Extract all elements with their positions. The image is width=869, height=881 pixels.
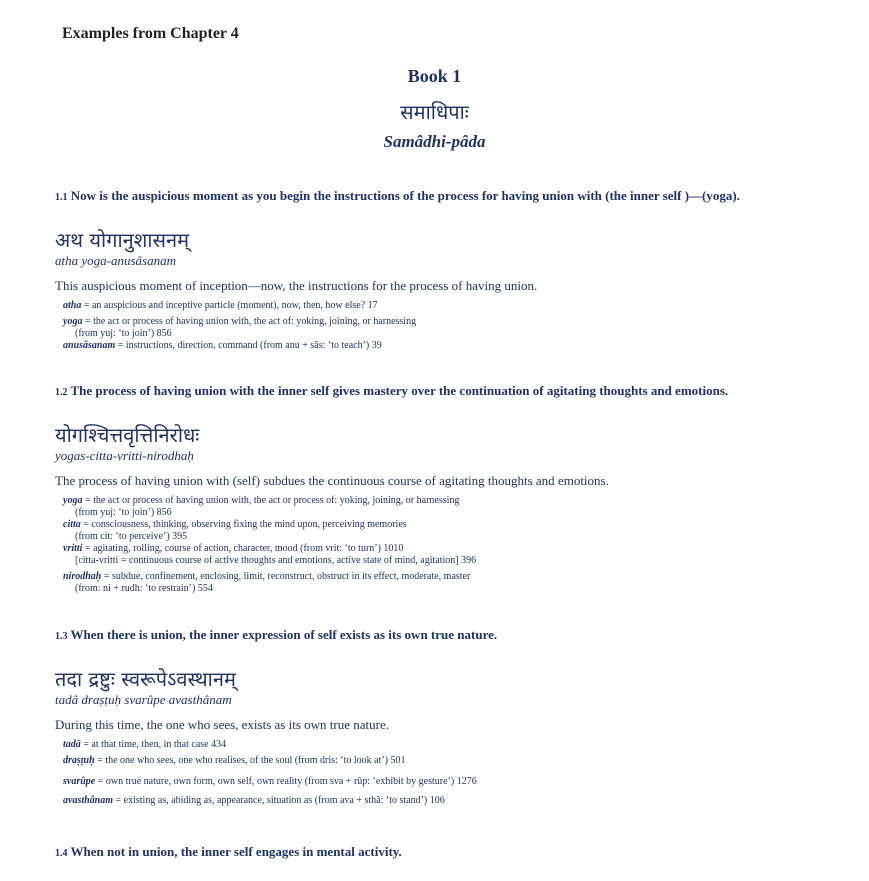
sutra-heading <box>55 188 855 204</box>
glossary-term: atha <box>63 300 82 311</box>
glossary-term: yoga <box>63 316 83 327</box>
glossary-definition: = the act or process of having union with, the act or process of: yoking, joining, or harnessing <box>84 495 460 506</box>
sutra-number: 1.4 <box>55 848 68 859</box>
sutra-transliteration: atha yoga-anusâsanam <box>55 253 176 268</box>
sutra-heading <box>55 627 855 643</box>
sutra-heading-text: Now is the auspicious moment as you begin the instructions of the process for having union with (the inner self )—(yoga). <box>70 188 740 203</box>
glossary-entry <box>63 519 855 543</box>
glossary-term: draṣṭuḥ <box>63 755 95 766</box>
glossary-term: svarûpe <box>63 776 96 787</box>
sutra-number: 1.1 <box>55 192 68 203</box>
glossary-continuation: (from yuj: ‘to join’) 856 <box>75 328 172 339</box>
sutra-heading-text: The process of having union with the inner self gives mastery over the continuation of agitating thoughts and emotions. <box>70 383 729 398</box>
glossary-entry <box>63 543 855 567</box>
glossary-definition: = the act or process of having union with, the act of: yoking, joining, or harnessing <box>84 316 417 327</box>
sutra-number: 1.3 <box>55 631 68 642</box>
sutra-heading <box>55 844 855 860</box>
glossary-definition: = agitating, rolling, course of action, character, mood (from vrit: ‘to turn’) 1010 <box>84 543 404 554</box>
sutra-translation: This auspicious moment of inception—now, the instructions for the process of having union. <box>55 278 538 293</box>
sutra-devanagari: अथ योगानुशासनम् <box>55 228 190 252</box>
glossary-term: nirodhaḥ <box>63 571 102 582</box>
glossary-term: avasthânam <box>63 795 114 806</box>
sutra-heading <box>55 383 855 399</box>
glossary-continuation: (from: ni + rudh: ‘to restrain’) 554 <box>75 583 213 594</box>
glossary-definition: = existing as, abiding as, appearance, situation as (from ava + sthâ: ‘to stand’) 106 <box>115 795 445 806</box>
glossary-term: tadā <box>63 739 81 750</box>
sutra-1-2 <box>55 383 855 595</box>
glossary-continuation: (from cit: ‘to perceive’) 395 <box>75 531 188 542</box>
sutra-translation: The process of having union with (self) subdues the continuous course of agitating thoughts and emotions. <box>55 473 609 488</box>
book-title: Book 1 <box>407 66 462 86</box>
sutra-1-3 <box>55 627 855 807</box>
glossary-entry <box>63 795 855 807</box>
glossary-entry <box>63 739 855 751</box>
sutra-1-4 <box>55 844 855 860</box>
sutra-heading-text: When there is union, the inner expression of self exists as its own true nature. <box>70 627 498 642</box>
glossary-entry <box>63 571 855 595</box>
glossary <box>55 495 855 595</box>
sutra-translation: During this time, the one who sees, exists as its own true nature. <box>55 717 389 732</box>
sutra-transliteration: yogas-citta-vritti-nirodhaḥ <box>55 448 194 463</box>
glossary-continuation: (from yuj: ‘to join’) 856 <box>75 507 172 518</box>
sutra-devanagari: तदा द्रष्टुः स्वरूपेऽवस्थानम् <box>55 667 236 691</box>
glossary-entry <box>63 340 855 352</box>
glossary-definition: = own true nature, own form, own self, own reality (from sva + rûp: ‘exhibit by gesture’) 1276 <box>97 776 477 787</box>
sutra-transliteration: tadâ draṣṭuḥ svarûpe avasthânam <box>55 692 232 707</box>
sutra-heading-text: When not in union, the inner self engages in mental activity. <box>70 844 402 859</box>
glossary <box>55 300 855 352</box>
glossary-definition: = at that time, then, in that case 434 <box>83 739 227 750</box>
book-devanagari: समाधिपाः <box>400 100 469 124</box>
sutra-devanagari: योगश्चित्तवृत्तिनिरोधः <box>55 423 200 447</box>
glossary-definition: = the one who sees, one who realises, of the soul (from dris: ‘to look at’) 501 <box>97 755 406 766</box>
sutra-1-1 <box>55 188 855 352</box>
glossary-entry <box>63 755 855 767</box>
glossary-term: vritti <box>63 543 83 554</box>
glossary-entry <box>63 776 855 788</box>
chapter-heading: Examples from Chapter 4 <box>62 25 239 42</box>
glossary-entry <box>63 495 855 519</box>
glossary-definition: = consciousness, thinking, observing fixing the mind upon, perceiving memories <box>83 519 407 530</box>
glossary-continuation: [citta-vritti = continuous course of active thoughts and emotions, active state of mind, agitation] 396 <box>75 555 477 566</box>
glossary-definition: = subdue, confinement, enclosing, limit, reconstruct, obstruct in its effect, moderate, master <box>103 571 471 582</box>
glossary-entry <box>63 300 855 312</box>
glossary-term: citta <box>63 519 81 530</box>
glossary-definition: = instructions, direction, command (from anu + sâs: ‘to teach’) 39 <box>117 340 382 351</box>
sutra-number: 1.2 <box>55 387 68 398</box>
book-transliteration: Samâdhi-pâda <box>383 132 486 151</box>
glossary <box>55 739 855 807</box>
glossary-term: anusâsanam <box>63 340 116 351</box>
glossary-definition: = an auspicious and inceptive particle (moment), now, then, how else? 17 <box>83 300 378 311</box>
glossary-entry <box>63 316 855 340</box>
glossary-term: yoga <box>63 495 83 506</box>
